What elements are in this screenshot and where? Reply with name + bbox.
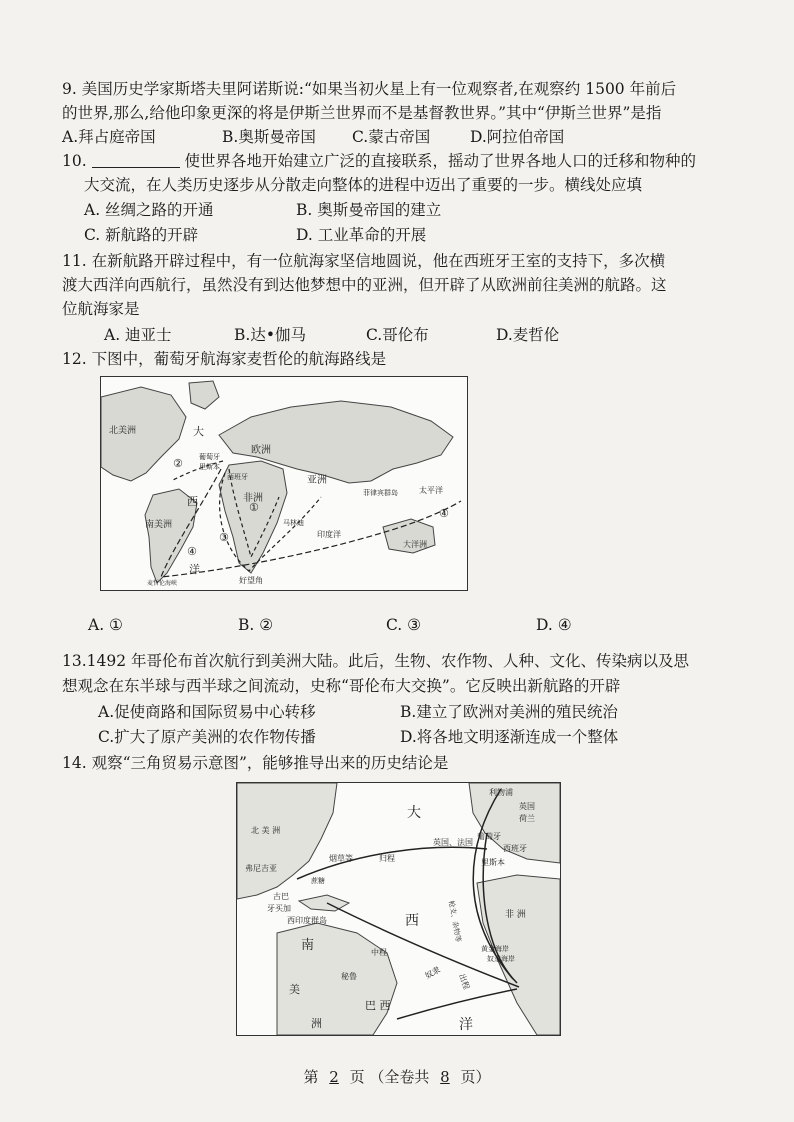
q11-option-d: D.麦哲伦 [496,326,560,344]
tt-label-sugar: 蔗糖 [311,877,325,885]
tt-label-north-america: 北 美 洲 [251,826,281,835]
map-label-africa: 非洲 [243,493,263,504]
tt-label-middle: 中程 [371,948,387,957]
tt-label-outbound: 出程 [457,972,472,991]
tt-label-england: 英国 [519,802,535,811]
tt-label-guns: 枪支、杂物等 [447,899,463,943]
tt-label-south: 南 [301,938,315,953]
footer-suffix: 页） [460,1068,491,1086]
tt-label-gold-coast: 黄金海岸 [481,945,509,953]
greenland-land [189,381,219,409]
tt-label-cuba: 古巴 [273,892,289,901]
footer-page-number: 2 [329,1068,339,1086]
triangle-trade-map-svg [237,783,560,1035]
tt-label-africa: 非 洲 [505,910,526,920]
q10-stem-line2: 大交流，在人类历史逐步从分散走向整体的进程中迈出了重要的一步。横线处应填 [84,176,643,194]
magellan-route-map [100,376,468,591]
q11-option-c: C.哥伦布 [366,326,429,344]
route-4-marker-east: ④ [439,507,449,520]
q12-option-b: B. ② [238,616,274,634]
footer-prefix: 第 [303,1068,319,1086]
tt-south-america-land [277,923,397,1035]
q10-answer-blank [92,151,180,168]
q10-stem-line1 [62,150,696,172]
q13-option-d: D.将各地文明逐渐连成一个整体 [400,728,619,746]
q11-option-a: A. 迪亚士 [104,326,172,344]
map-label-xi: 西 [187,495,198,508]
tt-label-slave-coast: 奴隶海岸 [487,955,515,963]
route-2-marker: ② [173,457,183,470]
map-label-europe: 欧洲 [251,445,271,456]
q11-stem-line1: 11. 在新航路开辟过程中，有一位航海家坚信地圆说，他在西班牙王室的支持下，多次横 [62,252,666,270]
map-label-asia: 亚洲 [307,475,327,486]
q13-option-b: B.建立了欧洲对美洲的殖民统治 [400,703,618,721]
q13-option-a: A.促使商路和国际贸易中心转移 [98,703,316,721]
map-label-magellan-strait: 麦哲伦海峡 [147,580,178,587]
tt-label-yang: 洋 [459,1017,473,1033]
map-label-da: 大 [193,425,204,438]
map-label-cape: 好望角 [239,576,263,585]
tt-label-portugal: 葡萄牙 [477,832,501,841]
q10-option-b: B. 奥斯曼帝国的建立 [296,201,442,219]
tt-label-jamaica: 牙买加 [267,904,291,913]
map-label-portugal: 葡萄牙 [199,453,220,461]
tt-caribbean-islands [299,895,349,911]
q9-stem-line1: 9. 美国历史学家斯塔夫里阿诺斯说:“如果当初火星上有一位观察者,在观察约 1500 年前后 [62,80,677,98]
q9-option-b: B.奥斯曼帝国 [222,128,316,146]
q13-stem-line2: 想观念在东半球与西半球之间流动，史称“哥伦布大交换”。它反映出新航路的开辟 [62,677,621,695]
q13-option-c: C.扩大了原产美洲的农作物传播 [98,728,316,746]
q12-option-a: A. ① [88,616,123,634]
tt-label-peru: 秘鲁 [341,972,357,981]
q10-option-d: D. 工业革命的开展 [296,226,427,244]
tt-label-america: 美 [289,983,300,996]
q10-stem-text: 使世界各地开始建立广泛的直接联系，摇动了世界各地人口的迁移和物种的 [184,152,697,170]
tt-label-virginia: 弗尼吉亚 [245,864,277,873]
triangle-trade-map [236,782,561,1036]
q9-option-a: A.拜占庭帝国 [62,128,156,146]
q10-number: 10. [62,152,87,170]
q12-option-d: D. ④ [536,616,572,634]
tt-label-return: 归程 [379,854,395,863]
map-label-north-america: 北美洲 [109,426,137,436]
tt-label-france-spain: 英国、法国 [433,838,473,847]
footer-total-pages: 8 [440,1068,450,1086]
map-label-oceania: 大洋洲 [403,540,427,549]
q9-option-c: C.蒙古帝国 [352,128,431,146]
q10-option-a: A. 丝绸之路的开通 [84,201,214,219]
map-label-pacific: 太平洋 [419,486,443,495]
tt-label-spain: 西班牙 [503,844,527,853]
tt-label-holland: 荷兰 [519,814,535,823]
footer-mid: 页 （全卷共 [349,1068,430,1086]
q12-stem: 12. 下图中，葡萄牙航海家麦哲伦的航海路线是 [62,350,387,368]
map-label-malindi: 马林迪 [283,519,304,527]
tt-route-return [297,847,487,879]
route-4-marker-west: ④ [187,545,197,558]
q9-stem-line2: 的世界,那么,给他印象更深的将是伊斯兰世界而不是基督教世界。”其中“伊斯兰世界”是指 [62,104,662,122]
tt-label-da: 大 [407,805,421,821]
map-label-lisbon: 里斯本 [199,463,220,471]
tt-label-zhou: 洲 [311,1017,322,1030]
tt-label-liverpool: 利物浦 [489,788,513,797]
q11-option-b: B.达•伽马 [234,326,306,344]
q9-option-d: D.阿拉伯帝国 [470,128,565,146]
tt-route-brazil [397,989,517,1019]
map-label-south-america: 南美洲 [145,520,173,530]
q13-stem-line1: 13.1492 年哥伦布首次航行到美洲大陆。此后，生物、农作物、人种、文化、传染病以及思 [62,652,690,670]
tt-label-lisbon: 里斯本 [481,858,505,867]
map-label-spain: 西班牙 [227,473,248,481]
page-footer [0,1066,794,1087]
tt-label-xi: 西 [405,913,419,929]
world-route-map-svg [101,377,467,590]
q12-option-c: C. ③ [386,616,422,634]
q11-stem-line2: 渡大西洋向西航行，虽然没有到达他梦想中的亚洲，但开辟了从欧洲前往美洲的航路。这 [62,276,667,294]
tt-label-brazil: 巴 西 [365,999,391,1012]
q14-stem: 14. 观察“三角贸易示意图”，能够推导出来的历史结论是 [62,754,449,772]
tt-label-tobacco: 烟草等 [329,854,353,863]
tt-label-slaves: 奴隶 [423,964,442,981]
map-label-philippines: 菲律宾群岛 [363,489,398,497]
q11-stem-line3: 位航海家是 [62,300,140,318]
route-1-marker: ① [249,501,259,514]
map-label-indian-ocean: 印度洋 [317,530,341,539]
tt-label-west-indies: 西印度群岛 [287,916,327,925]
route-3-marker: ③ [219,531,229,544]
q10-option-c: C. 新航路的开辟 [84,226,199,244]
map-label-yang: 洋 [189,563,200,576]
